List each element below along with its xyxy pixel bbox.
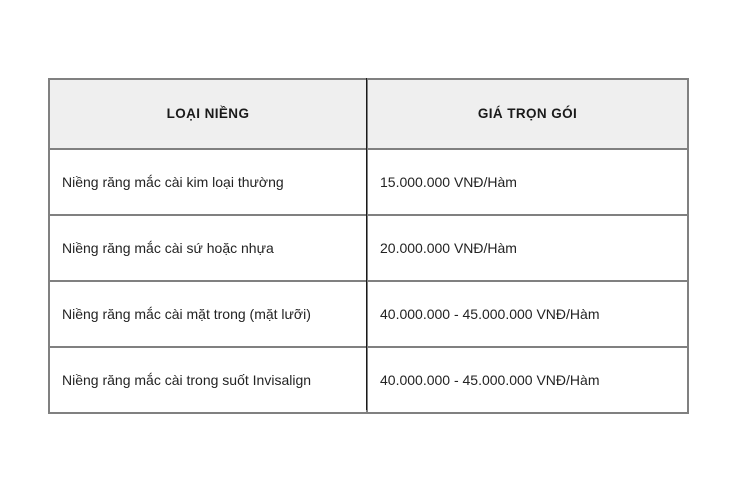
cell-braces-type: Niềng răng mắc cài kim loại thường (49, 149, 367, 215)
table-body (49, 149, 688, 413)
cell-braces-type: Niềng răng mắc cài sứ hoặc nhựa (49, 215, 367, 281)
table-header-row (49, 79, 688, 149)
price-table-container (48, 78, 687, 410)
column-header-type: LOẠI NIỀNG (49, 79, 367, 149)
table-row (49, 215, 688, 281)
cell-braces-type: Niềng răng mắc cài trong suốt Invisalign (49, 347, 367, 413)
cell-braces-price: 40.000.000 - 45.000.000 VNĐ/Hàm (367, 347, 688, 413)
cell-braces-type: Niềng răng mắc cài mặt trong (mặt lưỡi) (49, 281, 367, 347)
table-header (49, 79, 688, 149)
table-row (49, 347, 688, 413)
cell-braces-price: 40.000.000 - 45.000.000 VNĐ/Hàm (367, 281, 688, 347)
braces-price-table (48, 78, 689, 414)
cell-braces-price: 15.000.000 VNĐ/Hàm (367, 149, 688, 215)
cell-braces-price: 20.000.000 VNĐ/Hàm (367, 215, 688, 281)
table-row (49, 149, 688, 215)
table-row (49, 281, 688, 347)
column-header-price: GIÁ TRỌN GÓI (367, 79, 688, 149)
